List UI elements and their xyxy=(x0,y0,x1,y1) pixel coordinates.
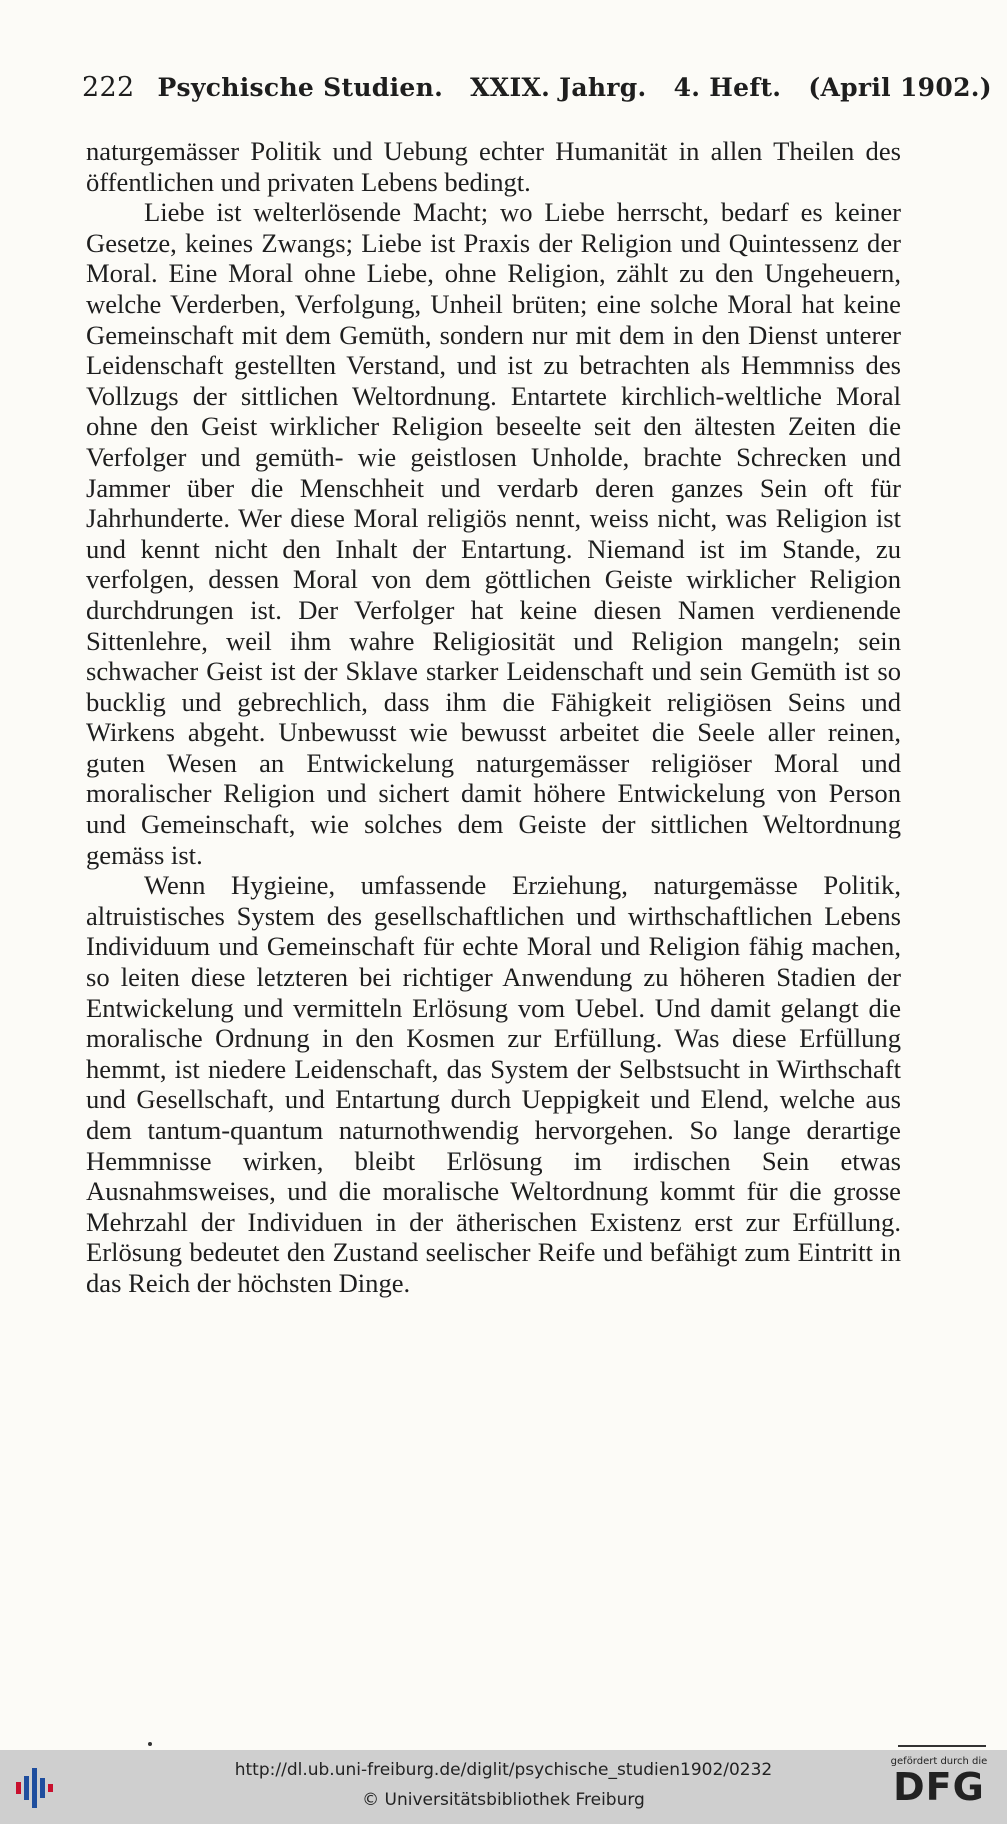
dfg-wordmark: DFG xyxy=(893,1765,985,1809)
corner-rule xyxy=(898,1745,986,1747)
issue-label: 4. Heft. xyxy=(673,73,782,102)
dfg-logo xyxy=(883,1756,995,1818)
paragraph-3: Wenn Hygieine, umfassende Erziehung, naturgemässe Politik, altruistisches System des gesellschaftlichen und wirthschaftlichen Lebens Individuum und Gemeinschaft für echte Moral und Religion fähig machen, so leiten diese letzteren bei richtiger Anwendung zu höheren Stadien der Entwickelung und vermitteln Erlösung vom Uebel. Und damit gelangt die moralische Ordnung in den Kosmen zur Erfüllung. Was diese Erfüllung hemmt, ist niedere Leidenschaft, das System der Selbstsucht in Wirthschaft und Gesellschaft, und Entartung durch Ueppigkeit und Elend, welche aus dem tantum-quantum naturnothwendig hervorgehen. So lange derartige Hemmnisse wirken, bleibt Erlösung im irdischen Sein etwas Ausnahmsweises, und die moralische Weltordnung kommt für die grosse Mehrzahl der Individuen in der ätherischen Existenz erst zur Erfüllung. Erlösung bedeutet den Zustand seelischer Reife und befähigt zum Eintritt in das Reich der höchsten Dinge. xyxy=(86,870,901,1298)
body-text xyxy=(86,136,901,1299)
paragraph-2: Liebe ist welterlösende Macht; wo Liebe herrscht, bedarf es keiner Gesetze, keines Zwangs; Liebe ist Praxis der Religion und Quintessenz der Moral. Eine Moral ohne Liebe, ohne Religion, zählt zu den Ungeheuern, welche Verderben, Verfolgung, Unheil brüten; eine solche Moral hat keine Gemeinschaft mit dem Gemüth, sondern nur mit dem in den Dienst unterer Leidenschaft gestellten Verstand, und ist zu betrachten als Hemmniss des Vollzugs der sittlichen Weltordnung. Entartete kirchlich-weltliche Moral ohne den Geist wirklicher Religion beseelte seit den ältesten Zeiten die Verfolger und gemüth- wie geistlosen Unholde, brachte Schrecken und Jammer über die Menschheit und verdarb deren ganzes Sein oft für Jahrhunderte. Wer diese Moral religiös nennt, weiss nicht, was Religion ist und kennt nicht den Inhalt der Entartung. Niemand ist im Stande, zu verfolgen, dessen Moral von dem göttlichen Geiste wirklicher Religion durchdrungen ist. Der Verfolger hat keine diesen Namen verdienende Sittenlehre, weil ihm wahre Religiosität und Religion mangeln; sein schwacher Geist ist der Sklave starker Leidenschaft und sein Gemüth ist so bucklig und gebrechlich, dass ihm die Fähigkeit religiösen Seins und Wirkens abgeht. Unbewusst wie bewusst arbeitet die Seele aller reinen, guten Wesen an Entwickelung naturgemässer religiöser Moral und moralischer Religion und sichert damit höhere Entwickelung von Person und Gemeinschaft, wie solches dem Geiste der sittlichen Weltordnung gemäss ist. xyxy=(86,197,901,870)
source-url-link[interactable]: http://dl.ub.uni-freiburg.de/diglit/psychische_studien1902/0232 xyxy=(234,1760,773,1780)
paragraph-1: naturgemässer Politik und Uebung echter Humanität in allen Theilen des öffentlichen und privaten Lebens bedingt. xyxy=(86,136,901,197)
volume-label: XXIX. Jahrg. xyxy=(470,73,647,102)
print-speck xyxy=(148,1742,152,1746)
footer-bar xyxy=(0,1750,1007,1824)
issue-date: (April 1902.) xyxy=(808,73,992,102)
page-number: 222 xyxy=(82,72,135,103)
journal-title: Psychische Studien. xyxy=(157,73,444,102)
dfg-caption: gefördert durch die xyxy=(890,1756,988,1767)
running-head xyxy=(82,72,992,103)
copyright-notice: © Universitätsbibliothek Freiburg xyxy=(362,1790,645,1810)
